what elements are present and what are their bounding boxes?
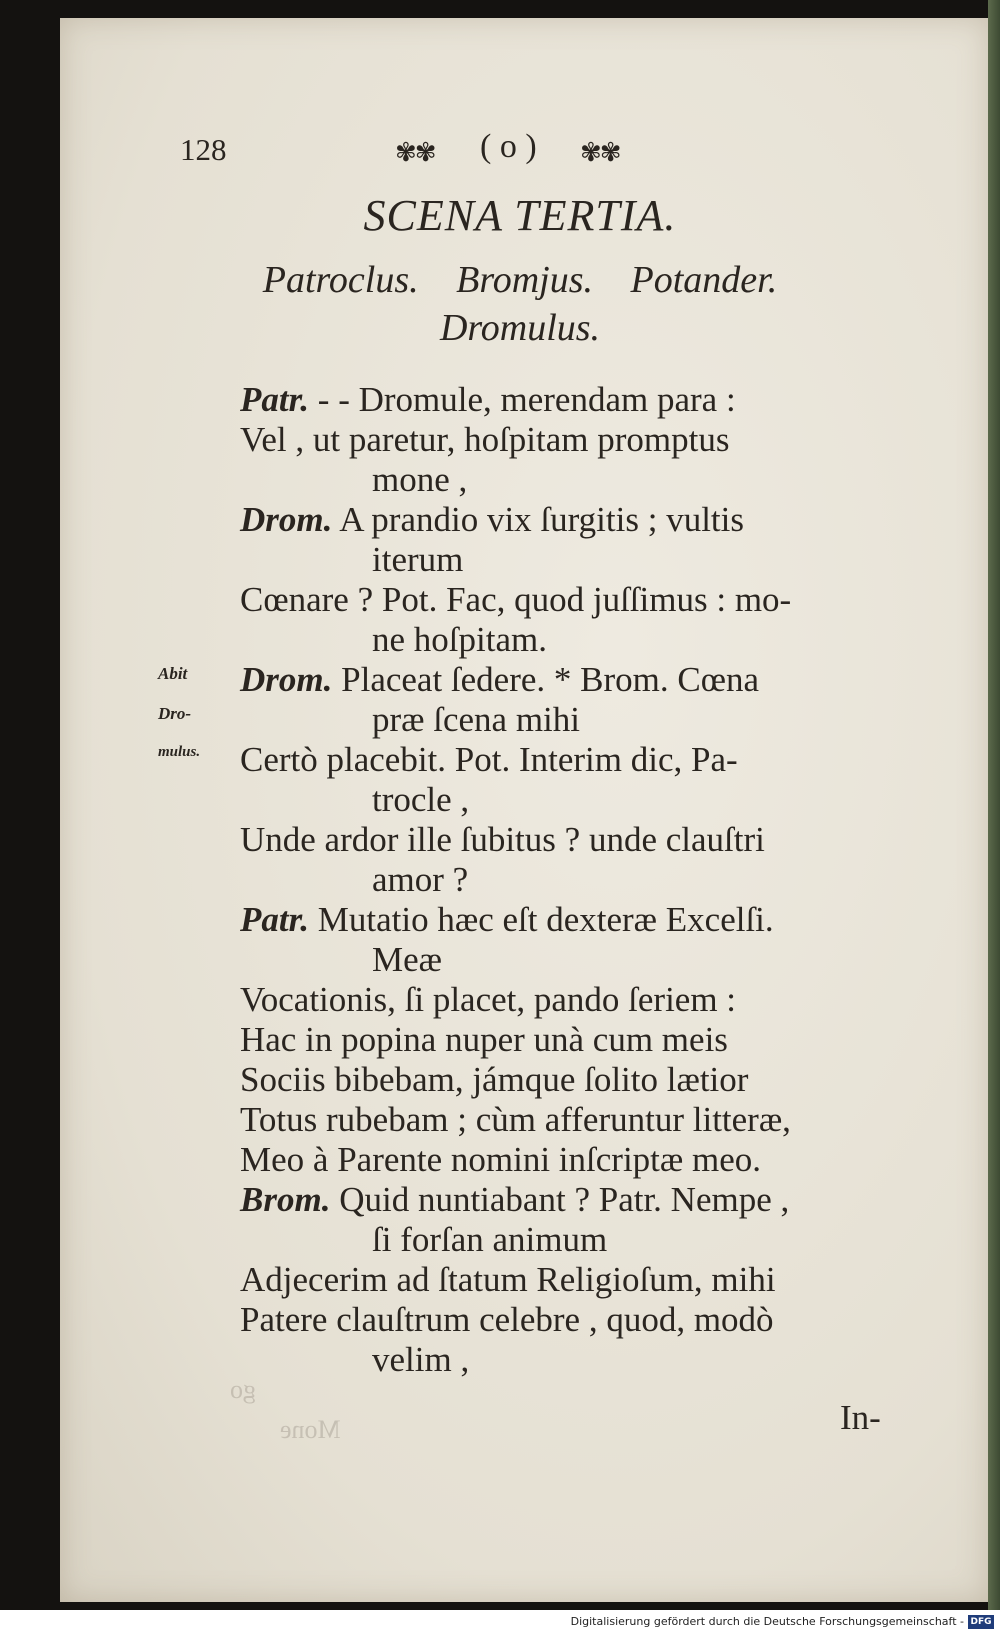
line-text: ſi forſan animum <box>372 1220 608 1259</box>
dialogue-line <box>240 1340 920 1380</box>
speaker-label: Patr. <box>240 900 310 939</box>
running-header <box>180 128 740 174</box>
line-text: Adjecerim ad ſtatum Religioſum, mihi <box>240 1260 776 1299</box>
line-text: Sociis bibebam, jámque ſolito lætior <box>240 1060 749 1099</box>
line-text: ne hoſpitam. <box>372 620 547 659</box>
dialogue-line <box>240 940 920 980</box>
line-text: Quid nuntiabant ? Patr. Nempe , <box>330 1180 790 1219</box>
line-text: iterum <box>372 540 464 579</box>
dialogue-line <box>240 1100 920 1140</box>
cast-list-continued <box>0 306 1000 350</box>
dialogue-line <box>240 1140 920 1180</box>
stage-direction <box>158 664 187 684</box>
line-text: mone , <box>372 460 468 499</box>
speaker-label: Drom. <box>240 660 333 699</box>
cast-name: Bromjus. <box>456 259 594 301</box>
ornament-left-icon: ✾✾ <box>395 138 435 167</box>
dialogue-line <box>240 1020 920 1060</box>
scene-title: SCENA TERTIA. <box>363 191 677 240</box>
line-text: Mutatio hæc eſt dexteræ Excelſi. <box>309 900 774 939</box>
dialogue-line <box>240 420 920 460</box>
page-marker: ( o ) <box>480 128 537 165</box>
dialogue-line <box>240 1260 920 1300</box>
bleed-through-text: Mone <box>280 1415 341 1444</box>
stage-direction-line: Abit <box>158 664 188 683</box>
dialogue-line <box>240 540 920 580</box>
speaker-label: Drom. <box>240 500 333 539</box>
dialogue-line <box>240 700 920 740</box>
bleed-through-text: go <box>230 1375 256 1404</box>
line-text: Meæ <box>372 940 442 979</box>
dialogue-line <box>240 900 920 940</box>
dialogue-line <box>240 380 920 420</box>
dialogue-line <box>240 860 920 900</box>
dialogue-line <box>240 620 920 660</box>
dialogue-line <box>240 1180 920 1220</box>
cast-list <box>0 258 1000 302</box>
stage-direction <box>158 704 191 724</box>
dialogue-line <box>240 660 920 700</box>
line-text: Unde ardor ille ſubitus ? unde clauſtri <box>240 820 765 859</box>
dialogue-line <box>240 780 920 820</box>
stage-direction-line: mulus. <box>158 744 201 760</box>
line-text: Cœnare ? Pot. Fac, quod juſſimus : mo- <box>240 580 792 619</box>
line-text: Patere clauſtrum celebre , quod, modò <box>240 1300 774 1339</box>
line-text: - - Dromule, merendam para : <box>309 380 736 419</box>
dfg-logo: DFG <box>968 1615 994 1629</box>
line-text: Vocationis, ſi placet, pando ſeriem : <box>240 980 737 1019</box>
line-text: A prandio vix ſurgitis ; vultis <box>332 500 744 539</box>
book-cover-edge <box>988 0 1000 1610</box>
line-text: Placeat ſedere. * Brom. Cœna <box>332 660 760 699</box>
cast-name: Patroclus. <box>262 259 419 301</box>
cast-name: Dromulus. <box>439 307 601 349</box>
dialogue-line <box>240 820 920 860</box>
line-text: velim , <box>372 1340 470 1379</box>
stage-direction <box>158 744 200 761</box>
dialogue-line <box>240 580 920 620</box>
line-text: præ ſcena mihi <box>372 700 581 739</box>
line-text: Certò placebit. Pot. Interim dic, Pa- <box>240 740 738 779</box>
dialogue-line <box>240 740 920 780</box>
line-text: trocle , <box>372 780 470 819</box>
dialogue-line <box>240 1060 920 1100</box>
dialogue-line <box>240 1220 920 1260</box>
cast-name: Potander. <box>630 259 778 301</box>
dialogue-line <box>240 1300 920 1340</box>
dialogue-text <box>240 380 920 1380</box>
dialogue-line <box>240 460 920 500</box>
line-text: amor ? <box>372 860 469 899</box>
page-number: 128 <box>180 132 227 167</box>
catchword: In- <box>840 1398 881 1437</box>
stage-direction-line: Dro- <box>158 704 192 723</box>
ornament-right-icon: ✾✾ <box>580 138 620 167</box>
footer-credit: Digitalisierung gefördert durch die Deutsche Forschungsgemeinschaft - <box>570 1615 964 1628</box>
footer-bar <box>0 1610 1000 1632</box>
speaker-label: Brom. <box>240 1180 331 1219</box>
dialogue-line <box>240 500 920 540</box>
line-text: Hac in popina nuper unà cum meis <box>240 1020 728 1059</box>
speaker-label: Patr. <box>240 380 310 419</box>
line-text: Meo à Parente nomini inſcriptæ meo. <box>240 1140 762 1179</box>
line-text: Vel , ut paretur, hoſpitam promptus <box>240 420 730 459</box>
dialogue-line <box>240 980 920 1020</box>
line-text: Totus rubebam ; cùm afferuntur litteræ, <box>240 1100 791 1139</box>
